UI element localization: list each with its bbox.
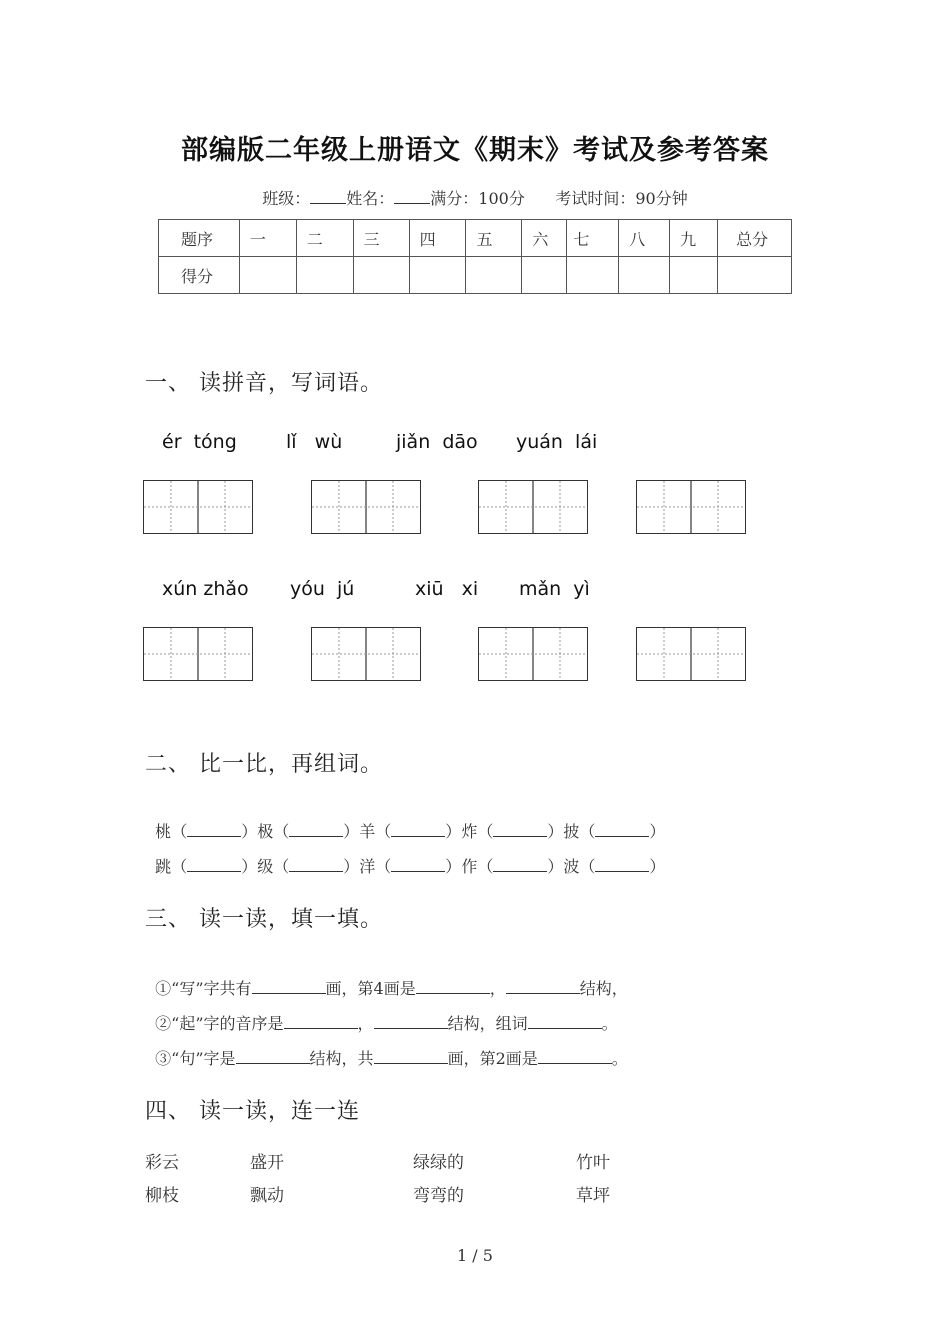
match-word[interactable]: 盛开 bbox=[250, 1153, 284, 1173]
header-cell: 四 bbox=[409, 220, 466, 257]
score-cell[interactable] bbox=[466, 257, 522, 294]
row-label-question: 题序 bbox=[159, 220, 240, 257]
header-cell: 一 bbox=[239, 220, 296, 257]
match-word[interactable]: 柳枝 bbox=[145, 1186, 179, 1206]
char: 羊 bbox=[359, 822, 376, 841]
section-2-title: 二、 比一比，再组词。 bbox=[145, 752, 383, 777]
score-value-row bbox=[159, 257, 792, 294]
answer-blank[interactable] bbox=[538, 1049, 612, 1064]
class-label: 班级： bbox=[262, 189, 311, 208]
char: 洋 bbox=[359, 857, 376, 876]
pinyin-label: xiū xi bbox=[415, 578, 479, 600]
question-text: 。 bbox=[611, 1049, 628, 1068]
char: 跳 bbox=[155, 857, 172, 876]
question-text: ， bbox=[489, 979, 506, 998]
question-text: 。 bbox=[601, 1014, 618, 1033]
match-word[interactable]: 彩云 bbox=[145, 1153, 179, 1173]
score-cell[interactable] bbox=[296, 257, 353, 294]
score-table bbox=[158, 219, 792, 294]
question-text: ①“写”字共有 bbox=[155, 979, 252, 998]
paren-open: （ bbox=[375, 857, 392, 876]
paren-close: ） bbox=[649, 857, 666, 876]
pinyin-label: jiǎn dāo bbox=[396, 431, 478, 453]
pinyin-label: mǎn yì bbox=[519, 578, 590, 600]
paren-open: （ bbox=[579, 822, 596, 841]
exam-time: 考试时间：90分钟 bbox=[555, 189, 688, 208]
char: 桃 bbox=[155, 822, 172, 841]
header-cell: 二 bbox=[296, 220, 353, 257]
answer-blank[interactable] bbox=[187, 857, 241, 872]
writing-grid[interactable] bbox=[143, 627, 253, 681]
pinyin-label: yóu jú bbox=[290, 578, 355, 600]
score-cell[interactable] bbox=[567, 257, 619, 294]
pinyin-label: yuán lái bbox=[516, 431, 598, 453]
match-word[interactable]: 弯弯的 bbox=[413, 1186, 464, 1206]
name-blank[interactable] bbox=[394, 189, 430, 204]
answer-blank[interactable] bbox=[493, 857, 547, 872]
section-4-title: 四、 读一读，连一连 bbox=[145, 1099, 360, 1124]
question-text: 画，第4画是 bbox=[325, 979, 416, 998]
match-word[interactable]: 草坪 bbox=[576, 1186, 610, 1206]
pinyin-label: ér tóng bbox=[162, 431, 237, 453]
match-word[interactable]: 竹叶 bbox=[576, 1153, 610, 1173]
char: 波 bbox=[563, 857, 580, 876]
name-label: 姓名： bbox=[346, 189, 395, 208]
paren-close: ） bbox=[445, 822, 462, 841]
exam-info bbox=[0, 186, 950, 209]
paren-close: ） bbox=[445, 857, 462, 876]
question-text: ， bbox=[357, 1014, 374, 1033]
header-cell-total: 总分 bbox=[718, 220, 792, 257]
writing-grid[interactable] bbox=[478, 627, 588, 681]
paren-open: （ bbox=[477, 822, 494, 841]
section-1-title: 一、 读拼音，写词语。 bbox=[145, 371, 383, 396]
score-cell[interactable] bbox=[353, 257, 409, 294]
header-cell: 九 bbox=[670, 220, 718, 257]
score-cell[interactable] bbox=[619, 257, 670, 294]
match-word[interactable]: 飘动 bbox=[250, 1186, 284, 1206]
writing-grid[interactable] bbox=[143, 480, 253, 534]
answer-blank[interactable] bbox=[391, 857, 445, 872]
paren-close: ） bbox=[241, 857, 258, 876]
page-number: 1 / 5 bbox=[457, 1246, 493, 1265]
char: 披 bbox=[563, 822, 580, 841]
section-3-title: 三、 读一读，填一填。 bbox=[145, 907, 383, 932]
score-cell[interactable] bbox=[409, 257, 466, 294]
compare-row-2 bbox=[145, 835, 665, 877]
question-text: 结构，共 bbox=[309, 1049, 374, 1068]
score-cell[interactable] bbox=[670, 257, 718, 294]
char: 作 bbox=[461, 857, 478, 876]
char: 极 bbox=[257, 822, 274, 841]
paren-open: （ bbox=[273, 822, 290, 841]
writing-grid[interactable] bbox=[478, 480, 588, 534]
question-text: 结构， bbox=[579, 979, 628, 998]
question-text: ③“句”字是 bbox=[155, 1049, 236, 1068]
answer-blank[interactable] bbox=[289, 857, 343, 872]
writing-grid[interactable] bbox=[636, 480, 746, 534]
row-label-score: 得分 bbox=[159, 257, 240, 294]
header-cell: 八 bbox=[619, 220, 670, 257]
question-3 bbox=[145, 1027, 628, 1069]
header-cell: 五 bbox=[466, 220, 522, 257]
paren-open: （ bbox=[273, 857, 290, 876]
paren-close: ） bbox=[241, 822, 258, 841]
full-score: 满分：100分 bbox=[430, 189, 525, 208]
answer-blank[interactable] bbox=[595, 857, 649, 872]
char: 炸 bbox=[461, 822, 478, 841]
paren-close: ） bbox=[343, 822, 360, 841]
writing-grid[interactable] bbox=[311, 627, 421, 681]
paren-open: （ bbox=[477, 857, 494, 876]
class-blank[interactable] bbox=[310, 189, 346, 204]
score-header-row bbox=[159, 220, 792, 257]
char: 级 bbox=[257, 857, 274, 876]
match-word[interactable]: 绿绿的 bbox=[413, 1153, 464, 1173]
paren-close: ） bbox=[547, 857, 564, 876]
writing-grid[interactable] bbox=[636, 627, 746, 681]
paren-open: （ bbox=[171, 857, 188, 876]
paren-close: ） bbox=[343, 857, 360, 876]
question-text: 结构，组词 bbox=[447, 1014, 528, 1033]
paren-open: （ bbox=[171, 822, 188, 841]
paren-close: ） bbox=[547, 822, 564, 841]
answer-blank[interactable] bbox=[236, 1049, 310, 1064]
question-text: ②“起”字的音序是 bbox=[155, 1014, 284, 1033]
paren-open: （ bbox=[375, 822, 392, 841]
score-cell[interactable] bbox=[239, 257, 296, 294]
answer-blank[interactable] bbox=[374, 1049, 448, 1064]
paren-close: ） bbox=[649, 822, 666, 841]
pinyin-label: lǐ wù bbox=[286, 431, 343, 453]
header-cell: 六 bbox=[522, 220, 567, 257]
question-text: 画，第2画是 bbox=[447, 1049, 538, 1068]
page-title: 部编版二年级上册语文《期末》考试及参考答案 bbox=[181, 135, 769, 166]
pinyin-label: xún zhǎo bbox=[162, 578, 249, 600]
writing-grid[interactable] bbox=[311, 480, 421, 534]
header-cell: 七 bbox=[567, 220, 619, 257]
score-cell[interactable] bbox=[718, 257, 792, 294]
paren-open: （ bbox=[579, 857, 596, 876]
header-cell: 三 bbox=[353, 220, 409, 257]
score-cell[interactable] bbox=[522, 257, 567, 294]
